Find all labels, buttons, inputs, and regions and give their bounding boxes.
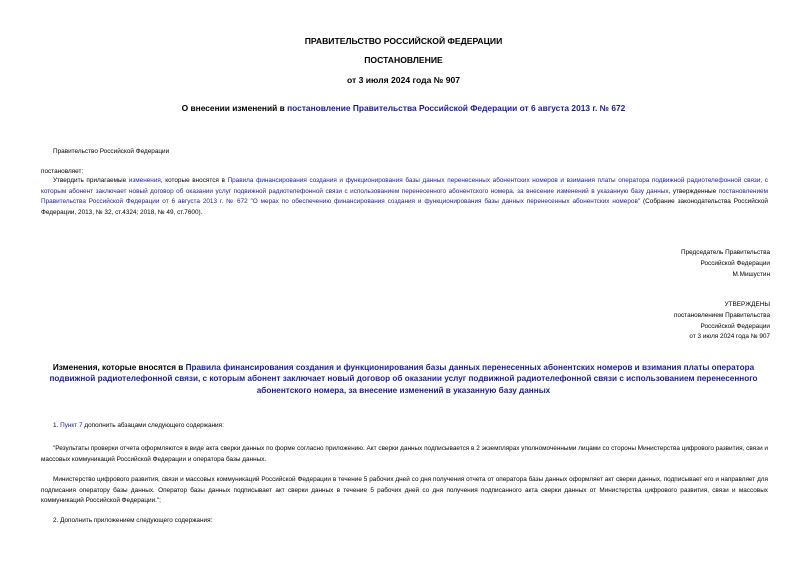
approval-line-2: постановлением Правительства xyxy=(674,311,770,319)
title-prefix: О внесении изменений в xyxy=(181,103,288,113)
item-2: 2. Дополнить приложением следующего содержания: xyxy=(53,517,213,524)
p1-text-1: Утвердить прилагаемые xyxy=(53,177,129,184)
p1-text-4: (Собрание законодательства Российской Федерации, 2013, № 32, ст.4324; 2018, № 49, ст.7600). xyxy=(41,198,768,216)
approval-line-3: Российской Федерации xyxy=(700,322,770,330)
title-link[interactable]: постановление Правительства Российской Федерации от 6 августа 2013 г. № 672 xyxy=(287,103,626,113)
changes-title xyxy=(44,362,763,396)
document-title xyxy=(0,103,807,113)
rules-link[interactable]: Правила финансирования создания и функционирования базы данных перенесенных абонентских номеров и взимания платы оператора подвижной радиотелефонной связи, с которым абонент заключает новый договор об оказании услуг подвижной радиотелефонной связи с использованием перенесенного абонентского номера, за внесение изменений в указанную базу данных xyxy=(41,177,768,195)
government-line: Правительство Российской Федерации xyxy=(53,148,170,155)
p1-text-2: , которые вносятся в xyxy=(160,177,228,184)
government-heading: ПРАВИТЕЛЬСТВО РОССИЙСКОЙ ФЕДЕРАЦИИ xyxy=(304,36,503,46)
changes-title-prefix: Изменения, которые вносятся в xyxy=(52,363,186,372)
item-1-text: дополнить абзацами следующего содержания: xyxy=(82,422,224,429)
changes-link[interactable]: изменения xyxy=(128,177,161,184)
signature-block xyxy=(681,248,770,280)
item-1-link[interactable]: Пункт 7 xyxy=(60,422,83,429)
resolution-672-link[interactable]: постановлением Правительства Российской Федерации от 6 августа 2013 г. № 672 "О мерах по обеспечению финансирования создания и функционирования базы данных перенесенных абонентских номеров" xyxy=(41,187,768,206)
quote-paragraph-2: Министерство цифрового развития, связи и массовых коммуникаций Российской Федерации в течение 5 рабочих дней со дня получения отчета от оператора базы данных оформляет акт сверки данных, подписывает его и направляет для подписания оператору базы данных. Оператор базы данных подписывает акт сверки данных в течение 5 рабочих дней со дня получения подписанного акта сверки данных от Министерства цифрового развития, связи и массовых коммуникаций Российской Федерации."; xyxy=(41,476,768,505)
p1-text-3: , утвержденные xyxy=(668,187,719,195)
item-1-prefix: 1. xyxy=(53,422,61,429)
changes-title-link[interactable]: Правила финансирования создания и функционирования базы данных перенесенных абонентских номеров и взимания платы оператора подвижной радиотелефонной связи, с которым абонент заключает новый договор об оказании услуг подвижной радиотелефонной связи с использованием перенесенного абонентского номера, за внесение изменений в указанную базу данных xyxy=(49,363,758,395)
document-type: ПОСТАНОВЛЕНИЕ xyxy=(364,55,443,65)
approval-line-1: УТВЕРЖДЕНЫ xyxy=(724,301,770,308)
resolves-line: постановляет: xyxy=(41,168,84,175)
approval-block xyxy=(674,300,770,343)
signature-line-2: Российской Федерации xyxy=(700,259,770,267)
document-date-number: от 3 июля 2024 года № 907 xyxy=(346,75,461,85)
quote-paragraph-1: "Результаты проверки отчета оформляются в виде акта сверки данных по форме согласно приложению. Акт сверки данных подписывается в 2 экземплярах уполномоченными лицами со стороны Министерства цифрового развития, связи и массовых коммуникаций Российской Федерации и оператора базы данных. xyxy=(41,445,768,463)
approval-line-4: от 3 июля 2024 года № 907 xyxy=(689,333,770,341)
signature-name: М.Мишустин xyxy=(732,270,770,278)
signature-line-1: Председатель Правительства xyxy=(681,249,770,256)
resolution-paragraph xyxy=(41,176,768,218)
item-1 xyxy=(53,421,224,432)
